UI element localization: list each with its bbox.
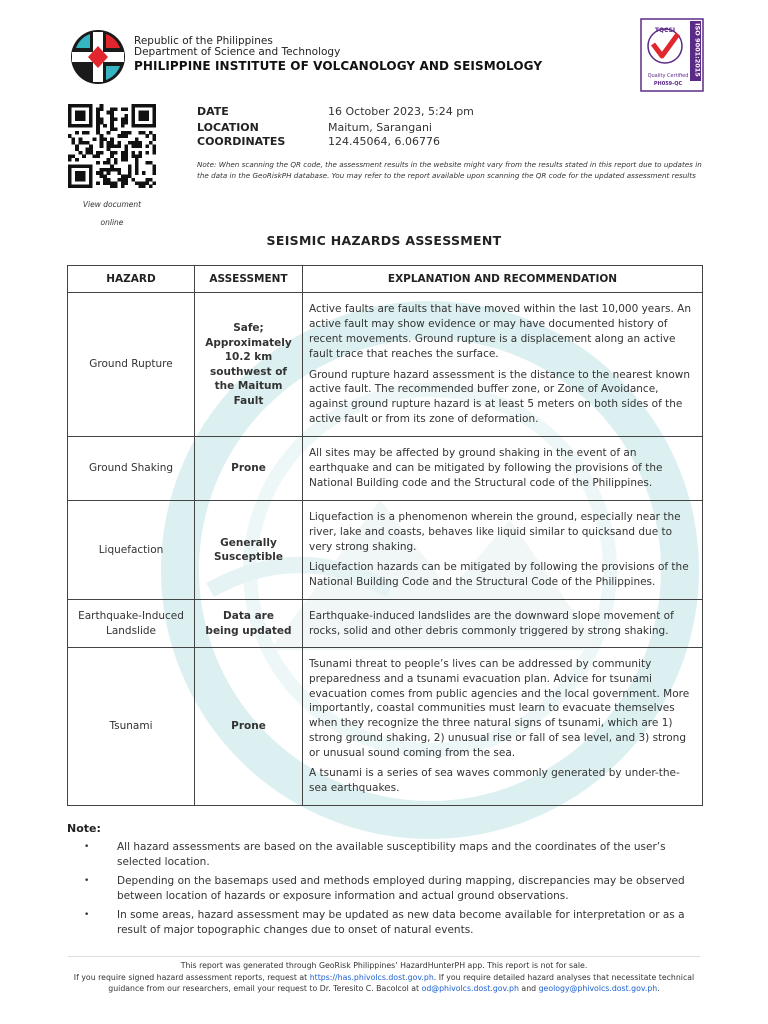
explanation-paragraph: Ground rupture hazard assessment is the distance to the nearest known active fault. The recommended buffer zone, or Zone of Avoidance, against ground rupture hazard is at least 5 meters on both sides of the active fault or from its zone of deformation. (309, 368, 690, 425)
footer-text: . If you require detailed hazard analyses that necessitate technical guidance from our researchers, email your request to Dr. Teresito C. Bacolcol at (108, 972, 695, 994)
footer-text: and (518, 984, 539, 994)
qr-caption-line2: online (100, 218, 124, 227)
assessment-value: Prone (195, 648, 303, 806)
footer (68, 960, 700, 995)
footer-text: If you require signed hazard assessment reports, request at (73, 972, 310, 982)
header-hazard: HAZARD (68, 266, 195, 293)
qr-code[interactable] (68, 104, 156, 188)
table-row (68, 600, 703, 648)
geology-email-link[interactable]: geology@phivolcs.dost.gov.ph (538, 984, 658, 994)
bullet-icon: • (84, 910, 90, 920)
explanation-cell (303, 293, 703, 437)
footer-divider (68, 956, 700, 957)
hazard-name: Earthquake-Induced Landslide (68, 600, 195, 648)
notes-list (80, 840, 690, 942)
footer-line1: This report was generated through GeoRisk Philippines’ HazardHunterPH app. This report is not for sale. (180, 961, 588, 970)
qr-caption-line1: View document (82, 200, 142, 209)
table-header-row (68, 266, 703, 293)
explanation-cell (303, 501, 703, 600)
explanation-paragraph: Active faults are faults that have moved within the last 10,000 years. An active fault may show evidence or may have documented history of recent movements. Ground rupture is a displacement along an active fault trace that reaches the surface. (309, 303, 691, 360)
footer-line2 (68, 972, 700, 995)
explanation-paragraph: Liquefaction hazards can be mitigated by following the provisions of the National Building Code and the Structural Code of the Philippines. (309, 561, 689, 589)
coordinates-label: COORDINATES (197, 135, 286, 148)
assessment-value: Data are being updated (195, 600, 303, 648)
header-explanation: EXPLANATION AND RECOMMENDATION (303, 266, 703, 293)
list-item (80, 908, 690, 937)
note-text: In some areas, hazard assessment may be updated as new data become available for interpretation or as a result of major topographic changes due to onset of natural events. (117, 909, 685, 936)
explanation-paragraph: A tsunami is a series of sea waves commonly generated by under-the-sea earthquakes. (309, 767, 680, 795)
explanation-paragraph: All sites may be affected by ground shaking in the event of an earthquake and can be mitigated by following the provisions of the National Building code and the Structural code of the Philippines. (309, 447, 663, 489)
explanation-cell (303, 600, 703, 648)
hazard-name: Ground Shaking (68, 437, 195, 501)
bullet-icon: • (84, 876, 90, 886)
explanation-paragraph: Liquefaction is a phenomenon wherein the ground, especially near the river, lake and coasts, behaves like liquid similar to quicksand due to very strong shaking. (309, 511, 681, 553)
list-item (80, 840, 690, 869)
date-label: DATE (197, 105, 229, 118)
table-row (68, 293, 703, 437)
hazard-name: Tsunami (68, 648, 195, 806)
assessment-value: Prone (195, 437, 303, 501)
table-row (68, 648, 703, 806)
explanation-paragraph: Tsunami threat to people’s lives can be addressed by community preparedness and a tsunami evacuation plan. Advice for tsunami evacuation comes from public agencies and the local government. More importantly, coastal communities must learn to evacuate themselves when they recognize the three natural signs of tsunami, which are 1) strong ground shaking, 2) unusual rise or fall of sea level, and 3) strong or unusual sound coming from the sea. (309, 657, 690, 759)
table-row (68, 501, 703, 600)
phivolcs-logo-icon (68, 28, 128, 86)
cert-label-2: PH059-QC (653, 81, 683, 87)
hazards-table (67, 265, 703, 806)
footer-text: . (657, 984, 660, 994)
location-label: LOCATION (197, 121, 259, 134)
department-line: Department of Science and Technology (134, 46, 341, 58)
svg-text:TQCSI: TQCSI (654, 27, 676, 34)
od-email-link[interactable]: od@phivolcs.dost.gov.ph (421, 984, 519, 994)
explanation-cell (303, 648, 703, 806)
assessment-value: Safe; Approximately 10.2 km southwest of the Maitum Fault (195, 293, 303, 437)
hazard-name: Liquefaction (68, 501, 195, 600)
institute-line: PHILIPPINE INSTITUTE OF VOLCANOLOGY AND SEISMOLOGY (134, 59, 543, 73)
coordinates-value: 124.45064, 6.06776 (328, 135, 440, 148)
location-value: Maitum, Sarangani (328, 121, 432, 134)
hazard-name: Ground Rupture (68, 293, 195, 437)
table-row (68, 437, 703, 501)
note-text: Depending on the basemaps used and methods employed during mapping, discrepancies may be observed between location of hazards or exposure information and actual ground observations. (117, 875, 685, 902)
organization-name (134, 36, 542, 74)
qr-caption[interactable] (60, 196, 164, 232)
report-title: SEISMIC HAZARDS ASSESSMENT (266, 233, 502, 248)
iso-certification-badge (640, 18, 704, 92)
notes-heading: Note: (67, 822, 101, 835)
list-item (80, 874, 690, 903)
bullet-icon: • (84, 842, 90, 852)
header-assessment: ASSESSMENT (195, 266, 303, 293)
note-text: All hazard assessments are based on the available susceptibility maps and the coordinates of the user’s selected location. (117, 841, 666, 868)
has-link[interactable]: https://has.phivolcs.dost.gov.ph (309, 972, 434, 982)
republic-line: Republic of the Philippines (134, 35, 273, 47)
explanation-cell (303, 437, 703, 501)
explanation-paragraph: Earthquake-induced landslides are the downward slope movement of rocks, solid and other debris commonly triggered by strong shaking. (309, 609, 674, 637)
qr-note: Note: When scanning the QR code, the assessment results in the website might vary from the results stated in this report due to updates in the data in the GeoRiskPH database. You may refer to the report available upon scanning the QR code for the updated assessment results (197, 160, 702, 180)
assessment-value: Generally Susceptible (195, 501, 303, 600)
svg-text:ISO 9001:2015: ISO 9001:2015 (693, 23, 702, 77)
cert-label-1: Quality Certified (647, 73, 689, 79)
date-value: 16 October 2023, 5:24 pm (328, 105, 474, 118)
